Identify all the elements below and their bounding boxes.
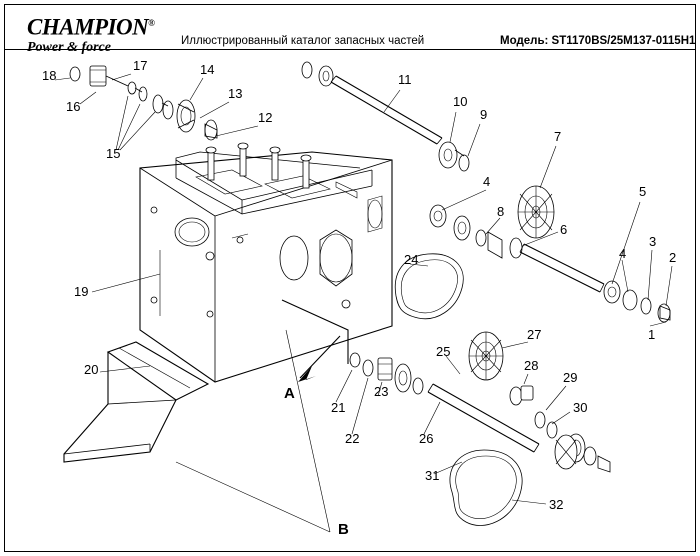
leader-lines <box>55 74 672 532</box>
sprocket-part-27 <box>469 332 503 380</box>
model-designation: Модель: ST1170BS/25M137-0115H1 <box>500 35 696 47</box>
callout-20: 20 <box>84 362 99 377</box>
auger-shaft-left-group <box>70 66 217 140</box>
callout-22: 22 <box>345 431 360 446</box>
brand-tagline: Power & force <box>27 39 111 55</box>
callout-16: 16 <box>66 99 81 114</box>
callout-2: 2 <box>669 250 677 265</box>
callout-8: 8 <box>497 204 505 219</box>
callout-25: 25 <box>436 344 451 359</box>
callout-21: 21 <box>331 400 346 415</box>
lower-left-group <box>282 300 423 394</box>
callout-10: 10 <box>453 94 468 109</box>
callout-26: 26 <box>419 431 434 446</box>
callout-14: 14 <box>200 62 215 77</box>
callout-19: 19 <box>74 284 89 299</box>
callout-9: 9 <box>480 107 488 122</box>
callout-4-lower: 4 <box>619 246 627 261</box>
callout-section-a: A <box>284 385 295 402</box>
callout-32: 32 <box>549 497 564 512</box>
callout-section-b: B <box>338 521 349 538</box>
callout-28: 28 <box>524 358 539 373</box>
catalog-title: Иллюстрированный каталог запасных частей <box>181 35 425 47</box>
callout-4-upper: 4 <box>483 174 491 189</box>
callout-18: 18 <box>42 68 57 83</box>
callout-17: 17 <box>133 58 148 73</box>
brand-registered-mark: ® <box>148 18 155 28</box>
chute-part-20 <box>64 342 208 462</box>
callout-23: 23 <box>374 384 389 399</box>
callout-30: 30 <box>573 400 588 415</box>
callout-1: 1 <box>648 327 656 342</box>
callout-15: 15 <box>106 146 121 161</box>
callout-31: 31 <box>425 468 440 483</box>
sprocket-shaft-group <box>430 186 670 322</box>
bearing-flange-group <box>439 142 469 171</box>
callout-13: 13 <box>228 86 243 101</box>
callout-7: 7 <box>554 129 562 144</box>
sprocket-part-7 <box>518 186 554 238</box>
callout-11: 11 <box>398 72 412 87</box>
rod-part-11 <box>302 62 442 144</box>
callout-6: 6 <box>560 222 568 237</box>
callout-3: 3 <box>649 234 657 249</box>
callout-5: 5 <box>639 184 647 199</box>
callout-29: 29 <box>563 370 578 385</box>
callout-27: 27 <box>527 327 542 342</box>
callout-12: 12 <box>258 110 273 125</box>
callout-24: 24 <box>404 252 419 267</box>
housing-assembly <box>140 143 392 382</box>
brand-name: CHAMPION® <box>27 14 155 40</box>
chain-part-32 <box>450 450 522 526</box>
sprocket-lower-right <box>555 435 577 469</box>
top-bolts <box>206 143 311 188</box>
